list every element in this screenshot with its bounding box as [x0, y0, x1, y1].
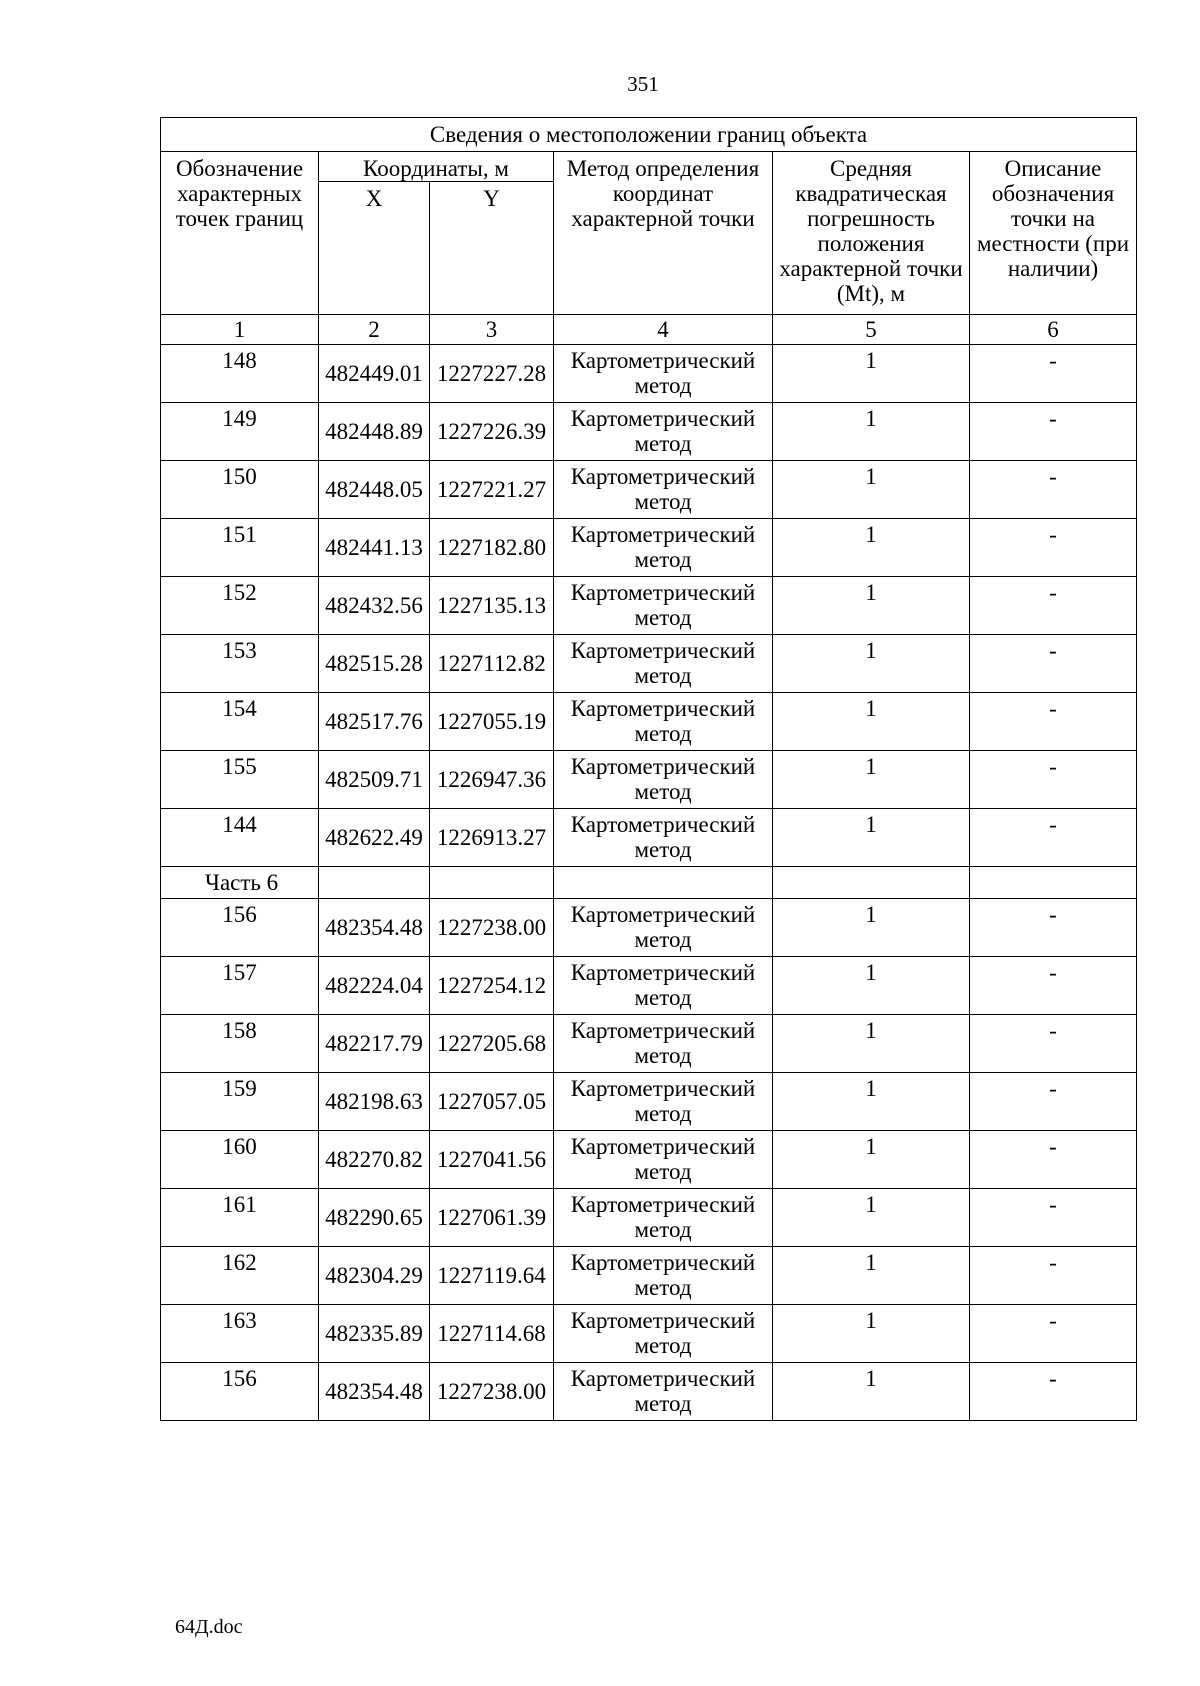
y-coordinate-cell: 1227182.80	[430, 519, 554, 577]
y-coordinate-cell: 1227057.05	[430, 1073, 554, 1131]
x-coordinate-cell: 482304.29	[319, 1247, 430, 1305]
x-coordinate-cell: 482270.82	[319, 1131, 430, 1189]
error-cell: 1	[773, 1247, 970, 1305]
method-cell: Картометрический метод	[554, 957, 773, 1015]
y-coordinate-cell: 1227114.68	[430, 1305, 554, 1363]
y-coordinate-cell: 1227135.13	[430, 577, 554, 635]
y-coordinate-cell: 1227221.27	[430, 461, 554, 519]
column-number: 3	[430, 315, 554, 345]
method-cell: Картометрический метод	[554, 693, 773, 751]
table-row	[161, 957, 1137, 1015]
error-cell: 1	[773, 1189, 970, 1247]
error-cell: 1	[773, 345, 970, 403]
point-cell: 153	[161, 635, 319, 693]
error-cell: 1	[773, 1073, 970, 1131]
point-cell: 150	[161, 461, 319, 519]
table-row	[161, 1363, 1137, 1421]
point-cell: 148	[161, 345, 319, 403]
table-row	[161, 519, 1137, 577]
point-cell: 156	[161, 899, 319, 957]
method-cell: Картометрический метод	[554, 1247, 773, 1305]
method-cell: Картометрический метод	[554, 345, 773, 403]
empty-cell	[970, 867, 1137, 899]
table-title: Сведения о местоположении границ объекта	[161, 118, 1137, 152]
column-number: 4	[554, 315, 773, 345]
empty-cell	[430, 867, 554, 899]
description-cell: -	[970, 1015, 1137, 1073]
method-cell: Картометрический метод	[554, 519, 773, 577]
footer-filename: 64Д.doc	[175, 1616, 243, 1638]
y-coordinate-cell: 1227238.00	[430, 1363, 554, 1421]
y-coordinate-cell: 1226913.27	[430, 809, 554, 867]
point-cell: 157	[161, 957, 319, 1015]
error-cell: 1	[773, 635, 970, 693]
table-row	[161, 1305, 1137, 1363]
part-label-row	[161, 867, 1137, 899]
column-number: 6	[970, 315, 1137, 345]
description-cell: -	[970, 1363, 1137, 1421]
x-coordinate-cell: 482517.76	[319, 693, 430, 751]
description-cell: -	[970, 577, 1137, 635]
method-cell: Картометрический метод	[554, 751, 773, 809]
x-coordinate-cell: 482217.79	[319, 1015, 430, 1073]
table-row	[161, 1073, 1137, 1131]
page-number: 351	[627, 72, 659, 96]
column-number-row	[161, 315, 1137, 345]
error-cell: 1	[773, 403, 970, 461]
description-cell: -	[970, 1131, 1137, 1189]
column-number: 5	[773, 315, 970, 345]
description-cell: -	[970, 635, 1137, 693]
header-coordinates: Координаты, м	[319, 152, 554, 182]
table-row	[161, 403, 1137, 461]
table-row	[161, 345, 1137, 403]
x-coordinate-cell: 482448.89	[319, 403, 430, 461]
method-cell: Картометрический метод	[554, 1363, 773, 1421]
x-coordinate-cell: 482290.65	[319, 1189, 430, 1247]
method-cell: Картометрический метод	[554, 1305, 773, 1363]
point-cell: 161	[161, 1189, 319, 1247]
table-row	[161, 809, 1137, 867]
x-coordinate-cell: 482224.04	[319, 957, 430, 1015]
error-cell: 1	[773, 957, 970, 1015]
x-coordinate-cell: 482335.89	[319, 1305, 430, 1363]
point-cell: 155	[161, 751, 319, 809]
y-coordinate-cell: 1227055.19	[430, 693, 554, 751]
boundary-coordinates-table	[160, 117, 1137, 1421]
point-cell: 149	[161, 403, 319, 461]
method-cell: Картометрический метод	[554, 1189, 773, 1247]
error-cell: 1	[773, 693, 970, 751]
column-number: 2	[319, 315, 430, 345]
point-cell: 154	[161, 693, 319, 751]
description-cell: -	[970, 403, 1137, 461]
description-cell: -	[970, 1305, 1137, 1363]
header-description: Описание обозначения точки на местности (при наличии)	[970, 152, 1137, 315]
table-row	[161, 1189, 1137, 1247]
table-row	[161, 1015, 1137, 1073]
y-coordinate-cell: 1227112.82	[430, 635, 554, 693]
method-cell: Картометрический метод	[554, 403, 773, 461]
error-cell: 1	[773, 461, 970, 519]
x-coordinate-cell: 482432.56	[319, 577, 430, 635]
table-row	[161, 577, 1137, 635]
y-coordinate-cell: 1227119.64	[430, 1247, 554, 1305]
method-cell: Картометрический метод	[554, 577, 773, 635]
point-cell: 144	[161, 809, 319, 867]
y-coordinate-cell: 1227226.39	[430, 403, 554, 461]
x-coordinate-cell: 482354.48	[319, 1363, 430, 1421]
table-row	[161, 751, 1137, 809]
error-cell: 1	[773, 1131, 970, 1189]
empty-cell	[554, 867, 773, 899]
error-cell: 1	[773, 1363, 970, 1421]
method-cell: Картометрический метод	[554, 899, 773, 957]
x-coordinate-cell: 482448.05	[319, 461, 430, 519]
y-coordinate-cell: 1227205.68	[430, 1015, 554, 1073]
method-cell: Картометрический метод	[554, 809, 773, 867]
error-cell: 1	[773, 1305, 970, 1363]
header-y: Y	[430, 182, 554, 315]
x-coordinate-cell: 482198.63	[319, 1073, 430, 1131]
point-cell: 159	[161, 1073, 319, 1131]
method-cell: Картометрический метод	[554, 635, 773, 693]
table-row	[161, 635, 1137, 693]
table-row	[161, 1247, 1137, 1305]
description-cell: -	[970, 899, 1137, 957]
table-row	[161, 1131, 1137, 1189]
description-cell: -	[970, 519, 1137, 577]
description-cell: -	[970, 693, 1137, 751]
x-coordinate-cell: 482441.13	[319, 519, 430, 577]
table-row	[161, 461, 1137, 519]
point-cell: 158	[161, 1015, 319, 1073]
point-cell: 162	[161, 1247, 319, 1305]
error-cell: 1	[773, 577, 970, 635]
description-cell: -	[970, 809, 1137, 867]
x-coordinate-cell: 482509.71	[319, 751, 430, 809]
description-cell: -	[970, 1073, 1137, 1131]
description-cell: -	[970, 345, 1137, 403]
table-row	[161, 693, 1137, 751]
point-cell: 163	[161, 1305, 319, 1363]
error-cell: 1	[773, 519, 970, 577]
header-point: Обозначение характерных точек границ	[161, 152, 319, 315]
column-number: 1	[161, 315, 319, 345]
point-cell: 160	[161, 1131, 319, 1189]
x-coordinate-cell: 482515.28	[319, 635, 430, 693]
empty-cell	[319, 867, 430, 899]
error-cell: 1	[773, 809, 970, 867]
y-coordinate-cell: 1226947.36	[430, 751, 554, 809]
description-cell: -	[970, 461, 1137, 519]
y-coordinate-cell: 1227041.56	[430, 1131, 554, 1189]
error-cell: 1	[773, 1015, 970, 1073]
description-cell: -	[970, 957, 1137, 1015]
method-cell: Картометрический метод	[554, 1073, 773, 1131]
error-cell: 1	[773, 751, 970, 809]
method-cell: Картометрический метод	[554, 461, 773, 519]
y-coordinate-cell: 1227238.00	[430, 899, 554, 957]
header-x: X	[319, 182, 430, 315]
empty-cell	[773, 867, 970, 899]
x-coordinate-cell: 482622.49	[319, 809, 430, 867]
header-method: Метод определения координат характерной точки	[554, 152, 773, 315]
point-cell: 156	[161, 1363, 319, 1421]
method-cell: Картометрический метод	[554, 1015, 773, 1073]
y-coordinate-cell: 1227227.28	[430, 345, 554, 403]
description-cell: -	[970, 1247, 1137, 1305]
y-coordinate-cell: 1227254.12	[430, 957, 554, 1015]
method-cell: Картометрический метод	[554, 1131, 773, 1189]
x-coordinate-cell: 482354.48	[319, 899, 430, 957]
description-cell: -	[970, 1189, 1137, 1247]
table-body-part-a	[161, 345, 1137, 867]
table-row	[161, 899, 1137, 957]
table-body-part-b	[161, 899, 1137, 1421]
x-coordinate-cell: 482449.01	[319, 345, 430, 403]
description-cell: -	[970, 751, 1137, 809]
point-cell: 152	[161, 577, 319, 635]
header-error: Средняя квадратическая погрешность положения характерной точки (Mt), м	[773, 152, 970, 315]
error-cell: 1	[773, 899, 970, 957]
y-coordinate-cell: 1227061.39	[430, 1189, 554, 1247]
part-label: Часть 6	[161, 867, 319, 899]
point-cell: 151	[161, 519, 319, 577]
